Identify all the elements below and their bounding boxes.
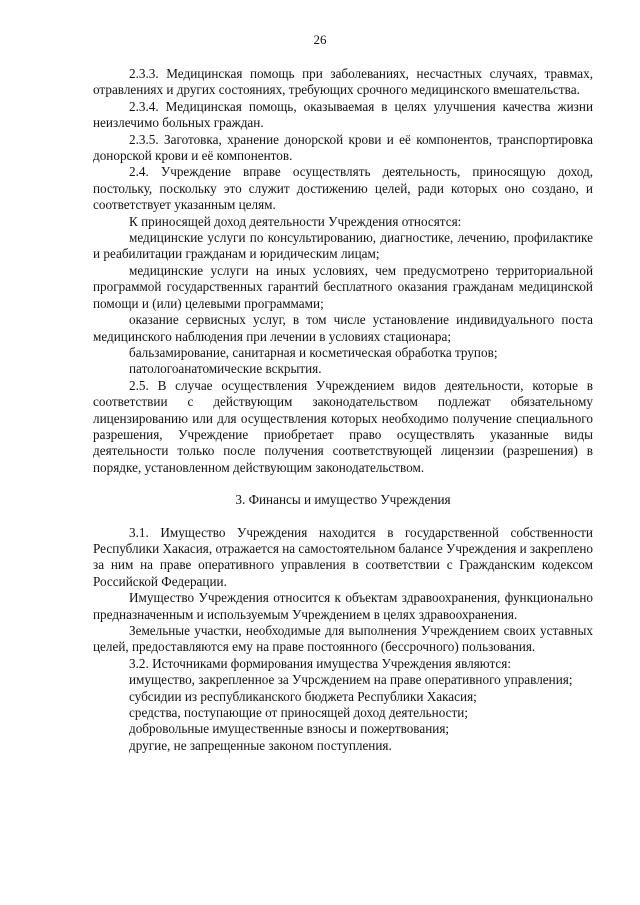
- paragraph-land: Земельные участки, необходимые для выполнения Учреждением своих уставных целей, предоставляются ему на праве постоянного (бессрочного) пользования.: [93, 623, 593, 655]
- list-item-medical-services: медицинские услуги по консультированию, диагностике, лечению, профилактике и реабилитации гражданам и юридическим лицам;: [93, 230, 593, 262]
- list-item-property-operational: имущество, закрепленное за Учрсждением на праве оперативного управления;: [129, 672, 573, 688]
- paragraph-2-4: 2.4. Учреждение вправе осуществлять деятельность, приносящую доход, постольку, поскольку это служит достижению целей, ради которых оно создано, и соответствует указанным целям.: [93, 164, 593, 213]
- paragraph-property: Имущество Учреждения относится к объектам здравоохранения, функционально предназначенным и используемым Учреждением в целях здравоохранения.: [93, 590, 593, 622]
- paragraph-3-1: 3.1. Имущество Учреждения находится в государственной собственности Республики Хакасия, отражается на самостоятельном балансе Учреждения и закреплено за ним на праве оперативного управления в соответствии с Гражданским кодексом Российской Федерации.: [93, 524, 593, 589]
- paragraph-2-3-5: 2.3.5. Заготовка, хранение донорской крови и её компонентов, транспортировка донорской крови и её компонентов.: [93, 131, 593, 164]
- list-item-autopsy: патологоанатомические вскрытия.: [129, 361, 322, 377]
- document-body: [93, 66, 593, 754]
- list-item-income-funds: средства, поступающие от приносящей доход деятельности;: [129, 705, 468, 721]
- paragraph-3-2: 3.2. Источниками формирования имущества Учреждения являются:: [129, 655, 511, 671]
- paragraph-2-3-3: 2.3.3. Медицинская помощь при заболеваниях, несчастных случаях, травмах, отравлениях и других состояниях, требующих срочного медицинского вмешательства.: [93, 66, 593, 98]
- paragraph-2-3-4: 2.3.4. Медицинская помощь, оказываемая в целях улучшения качества жизни неизлечимо больных граждан.: [93, 98, 593, 131]
- paragraph-income-intro: К приносящей доход деятельности Учреждения относятся:: [129, 213, 462, 229]
- section-3-heading: 3. Финансы и имущество Учреждения: [235, 492, 451, 508]
- paragraph-2-5: 2.5. В случае осуществления Учреждением видов деятельности, которые в соответствии с действующим законодательством подлежат обязательному лицензированию или для осуществления которых необходимо получение специального разрешения, Учреждение приобретает право осуществлять указанные виды деятельности только после получения соответствующей лицензии (разрешения) в порядке, установленном действующим законодательством.: [93, 377, 593, 475]
- list-item-embalming: бальзамирование, санитарная и косметическая обработка трупов;: [129, 344, 498, 360]
- list-item-service-post: оказание сервисных услуг, в том числе установление индивидуального поста медицинского наблюдения при лечении в условиях стационара;: [93, 312, 593, 344]
- list-item-subsidies: субсидии из республиканского бюджета Республики Хакасия;: [129, 688, 477, 704]
- list-item-other-conditions: медицинские услуги на иных условиях, чем предусмотрено территориальной программой государственных гарантий бесплатного оказания гражданам медицинской помощи и (или) целевыми программами;: [93, 262, 593, 311]
- list-item-donations: добровольные имущественные взносы и пожертвования;: [129, 721, 450, 737]
- page-number: 26: [313, 32, 327, 47]
- list-item-other-sources: другие, не запрещенные законом поступления.: [129, 737, 392, 753]
